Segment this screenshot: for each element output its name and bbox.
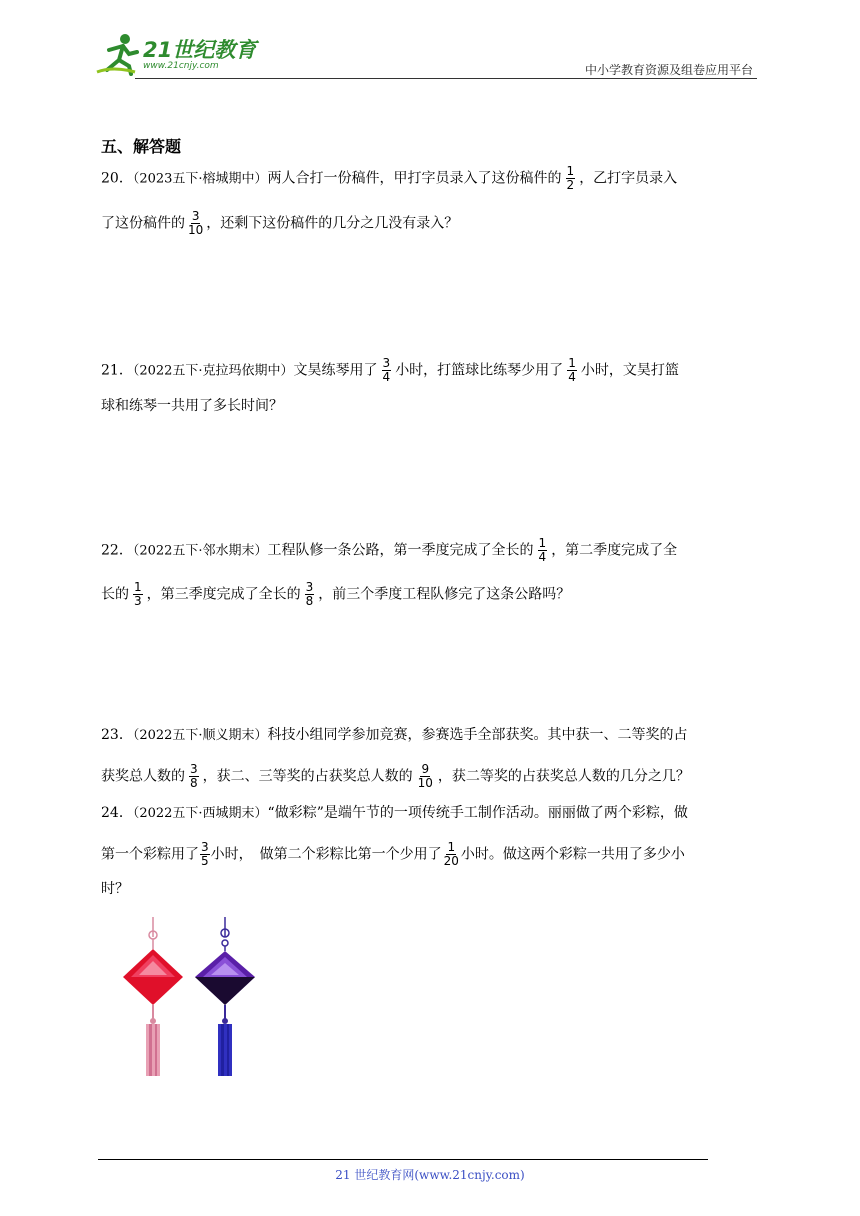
question-text: 工程队修一条公路，第一季度完成了全长的 [267, 542, 534, 559]
question-source: （2022五下·克拉玛依期中） [132, 363, 294, 379]
fraction: $\frac{1}{2}$ [566, 164, 575, 192]
logo-url: www.21cnjy.com [143, 61, 219, 71]
question-number: 21． [101, 362, 133, 379]
header-divider [135, 78, 757, 79]
question-source: （2022五下·顺义期末） [132, 728, 268, 743]
red-zongzi [123, 917, 183, 1076]
fraction: $\frac{1}{3}$ [134, 580, 142, 608]
fraction: $\frac{3}{4}$ [382, 356, 391, 384]
platform-name: 中小学教育资源及组卷应用平台 [584, 63, 753, 77]
question-text: ，第三季度完成了全长的 [146, 586, 301, 603]
question-text: 科技小组同学参加竞赛，参赛选手全部获奖。其中获一、二等奖的占 [267, 727, 688, 743]
question-text: ，获二等奖的占获奖总人数的几分之几？ [437, 768, 690, 785]
question-text: 获奖总人数的 [101, 768, 185, 785]
fraction: $\frac{9}{10}$ [417, 762, 433, 790]
logo-text: 21世纪教育 [143, 38, 257, 62]
fraction: $\frac{1}{4}$ [568, 356, 576, 384]
runner-icon [95, 32, 141, 76]
question-source: （2022五下·邻水期末） [132, 543, 268, 559]
question-text: 第一个彩粽用了 [101, 846, 199, 863]
fraction: $\frac{3}{5}$ [201, 840, 209, 868]
question-text: ，还剩下这份稿件的几分之几没有录入？ [206, 215, 459, 232]
question-text: 了这份稿件的 [101, 215, 185, 232]
fraction: $\frac{3}{8}$ [305, 580, 314, 608]
zongzi-illustration [115, 915, 265, 1080]
question-number: 20． [101, 170, 133, 187]
fraction: $\frac{1}{4}$ [538, 536, 547, 564]
footer-text[interactable]: 21 世纪教育网(www.21cnjy.com) [335, 1168, 525, 1182]
page-header [95, 30, 757, 78]
question-source: （2023五下·榕城期中） [132, 171, 268, 187]
question-text: 小时，打篮球比练琴少用了 [395, 362, 564, 379]
question-text: “做彩粽”是端午节的一项传统手工制作活动。丽丽做了两个彩粽，做 [267, 805, 688, 821]
question-text: ，获二、三等奖的占获奖总人数的 [202, 768, 413, 785]
question-text: 小时。做这两个彩粽一共用了多少小 [460, 846, 685, 863]
question-text: 小时，文昊打篮 [580, 362, 679, 379]
fraction: $\frac{1}{20}$ [443, 840, 459, 868]
question-text: 球和练琴一共用了多长时间？ [101, 398, 283, 414]
fraction: $\frac{3}{10}$ [188, 209, 204, 237]
section-title: 五、解答题 [101, 137, 182, 156]
question-text: ，乙打字员录入 [579, 170, 678, 187]
question-text: 两人合打一份稿件，甲打字员录入了这份稿件的 [267, 170, 562, 187]
question-source: （2022五下·西城期末） [132, 806, 268, 821]
question-text: 小时， 做第二个彩粽比第一个少用了 [210, 846, 442, 863]
footer-divider [98, 1159, 708, 1160]
question-text: 文昊练琴用了 [293, 362, 378, 379]
question-text: 时？ [101, 881, 129, 897]
question-text: 长的 [101, 586, 129, 603]
question-number: 24． [101, 805, 133, 821]
question-number: 23． [101, 727, 133, 743]
logo [95, 32, 265, 76]
fraction: $\frac{3}{8}$ [190, 762, 198, 790]
question-text: ，第二季度完成了全 [551, 542, 678, 559]
question-text: ，前三个季度工程队修完了这条公路吗？ [318, 586, 571, 603]
purple-zongzi [195, 917, 255, 1076]
question-number: 22． [101, 542, 133, 559]
